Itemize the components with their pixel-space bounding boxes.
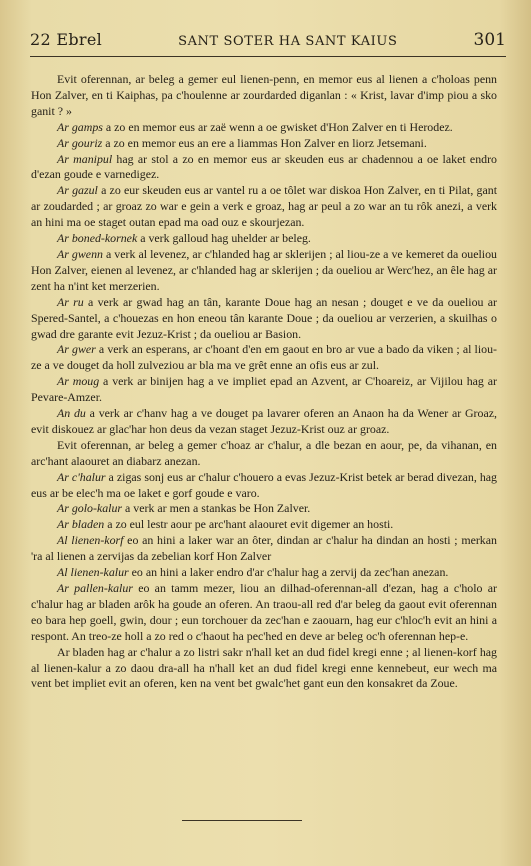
paragraph-term: Ar gwenn (57, 246, 103, 261)
paragraph-term: Ar manipul (57, 151, 113, 166)
running-header (30, 30, 506, 57)
paragraph-text: a zo eur skeuden eus ar vantel ru a oe tôlet war diskoa Hon Zalver, en ti Pilat, gant ar zoudarded ; ar groaz zo war e gein a verk e groaz, hag ar peul a zo war an tu rôk anezi, a verk an hini ma oe staget outan epad ma oad ouz e skourjezan. (31, 183, 497, 230)
paragraph-term: Ar golo-kalur (57, 501, 123, 516)
paragraph (31, 136, 497, 152)
paragraph-text: a zo eul lestr aour pe arc'hant alaouret evit digemer an hosti. (104, 517, 394, 532)
header-date: 22 Ebrel (30, 30, 103, 49)
paragraph-text: a verk ar men a stankas be Hon Zalver. (122, 501, 311, 516)
paragraph (31, 342, 497, 374)
paragraph-text: a verk an esperans, ar c'hoant d'en em gaout en bro ar vue a bado da viken ; al liou-ze a ve douget da holl zulveziou ar bla ma ve grêt enne an ofis eus ar zul. (31, 342, 497, 373)
paragraph-text: Evit oferennan, ar beleg a gemer c'hoaz ar c'halur, a dle bezan en aour, pe, da vihanan, en arc'hant alaouret an diabarz anezan. (31, 437, 497, 468)
paragraph-term: Ar boned-kornek (57, 231, 138, 246)
paragraph-term: Ar gwer (57, 342, 96, 357)
paragraph (31, 470, 497, 502)
paragraph (31, 406, 497, 438)
paragraph (31, 295, 497, 343)
paragraph (31, 152, 497, 184)
page-body (31, 72, 497, 692)
paragraph (31, 581, 497, 645)
paragraph-term: Ar c'halur (57, 469, 106, 484)
paragraph (31, 645, 497, 693)
paragraph-text: a zo en memor eus an ere a liammas Hon Zalver en liorz Jetsemani. (102, 135, 427, 150)
paragraph-text: a verk ar c'hanv hag a ve douget pa lavarer oferen an Anaon ha da Wener ar Groaz, evit diskouez ar glac'har hon deus da vezan staget Jezuz-Krist ouz ar groaz. (31, 406, 497, 436)
paragraph-term: Ar pallen-kalur (57, 581, 133, 595)
paragraph-text: a verk galloud hag uhelder ar beleg. (137, 231, 311, 246)
paragraph-term: An du (57, 406, 86, 421)
paragraph (31, 183, 497, 231)
paragraph-text: a verk al levenez, ar c'hlanded hag ar sklerijen ; al liou-ze a ve kemeret da oueliou Hon Zalver, eienen al levenez, ar c'hlanded hag ar sklerijen ; da oueliou ar Werc'hez, an êle hag ar zent ha n'int ket merzerien. (31, 246, 497, 293)
paragraph-term: Al lienen-korf (57, 533, 124, 548)
paragraph-term: Ar gazul (57, 183, 98, 198)
header-title: SANT SOTER HA SANT KAIUS (178, 34, 398, 49)
paragraph-text: a verk ar gwad hag an tân, karante Doue hag an nesan ; douget e ve da oueliou ar Spered-Santel, a c'houezas en hon eneou tân karante Doue ; da oueliou ar verzerien, a skuilhas o gwad dre garante evit Jezuz-Krist ; da oueliou ar Basion. (31, 294, 498, 341)
paragraph (31, 438, 497, 470)
paragraph-term: Ar ru (57, 294, 84, 309)
paragraph (31, 231, 497, 247)
paragraph-term: Al lienen-kalur (57, 565, 129, 580)
paragraph (31, 565, 497, 581)
paragraph (31, 533, 497, 565)
paragraph-term: Ar bladen (57, 517, 105, 532)
paragraph-text: a zo en memor eus ar zaë wenn a oe gwisket d'Hon Zalver en ti Herodez. (102, 119, 453, 134)
page-number: 301 (473, 30, 506, 50)
paragraph (31, 374, 497, 406)
paragraph-term: Ar gouriz (57, 135, 103, 150)
paragraph (31, 247, 497, 295)
paragraph-text: Ar bladen hag ar c'halur a zo listri sakr n'hall ket an dud fidel kregi enne ; al lienen-korf hag al lienen-kalur a zo daou dra-all ha n'hall ket an dud fidel kregi enne kennebeut, eur wech ma vent bet impliet evit an oferen, ken na vent bet gwalc'het gant eun den konsakret da Zoue. (31, 644, 497, 691)
paragraph (31, 517, 497, 533)
paragraph-term: Ar gamps (57, 119, 103, 134)
paragraph-text: eo an hini a laker endro d'ar c'halur hag a zervij da zec'han anezan. (128, 565, 449, 580)
paragraph-text: a verk ar binijen hag a ve impliet epad an Azvent, ar C'hoareiz, ar Vijilou hag ar Pevare-Amzer. (31, 374, 497, 405)
paragraph-term: Ar moug (57, 374, 100, 389)
paragraph (31, 501, 497, 517)
paragraph (31, 120, 497, 136)
end-rule (182, 820, 302, 821)
paragraph-text: a zigas sonj eus ar c'halur c'houero a evas Jezuz-Krist betek ar berad divezan, hag eus ar be elec'h ma oe laket e gorf goude e varo. (31, 469, 497, 500)
paragraph-text: eo an tamm mezer, liou an dilhad-oferennan-all d'ezan, hag a c'holo ar c'halur hag ar bladen arôk ha goude an oferen. An traou-all red d'ar beleg da gaout evit oferennan eo bara hep goell, gwin, dour ; eun torchouer da zec'han e zaouarn, hag eur c'hloc'h evit an hini a respont. An treo-ze holl a zo red o c'haout ha pec'hed en deve ar beleg oc'h oferennan hep-e. (31, 581, 497, 643)
paragraph (31, 72, 497, 120)
paragraph-text: eo an hini a laker war an ôter, dindan ar c'halur ha dindan an hosti ; merkan 'ra al lienen a zervijas da zebelian korf Hon Zalver (31, 533, 497, 564)
paragraph-text: hag ar stol a zo en memor eus ar skeuden eus ar chadennou a oe laket endro d'ezan goude e varnedigez. (31, 151, 497, 182)
paragraph-text: Evit oferennan, ar beleg a gemer eul lienen-penn, en memor eus al lienen a c'holoas penn Hon Zalver, en ti Kaiphas, pa c'houlenne ar zourdarded diganlan : « Krist, lavar d'imp piou a sko ganit ? » (31, 72, 497, 118)
